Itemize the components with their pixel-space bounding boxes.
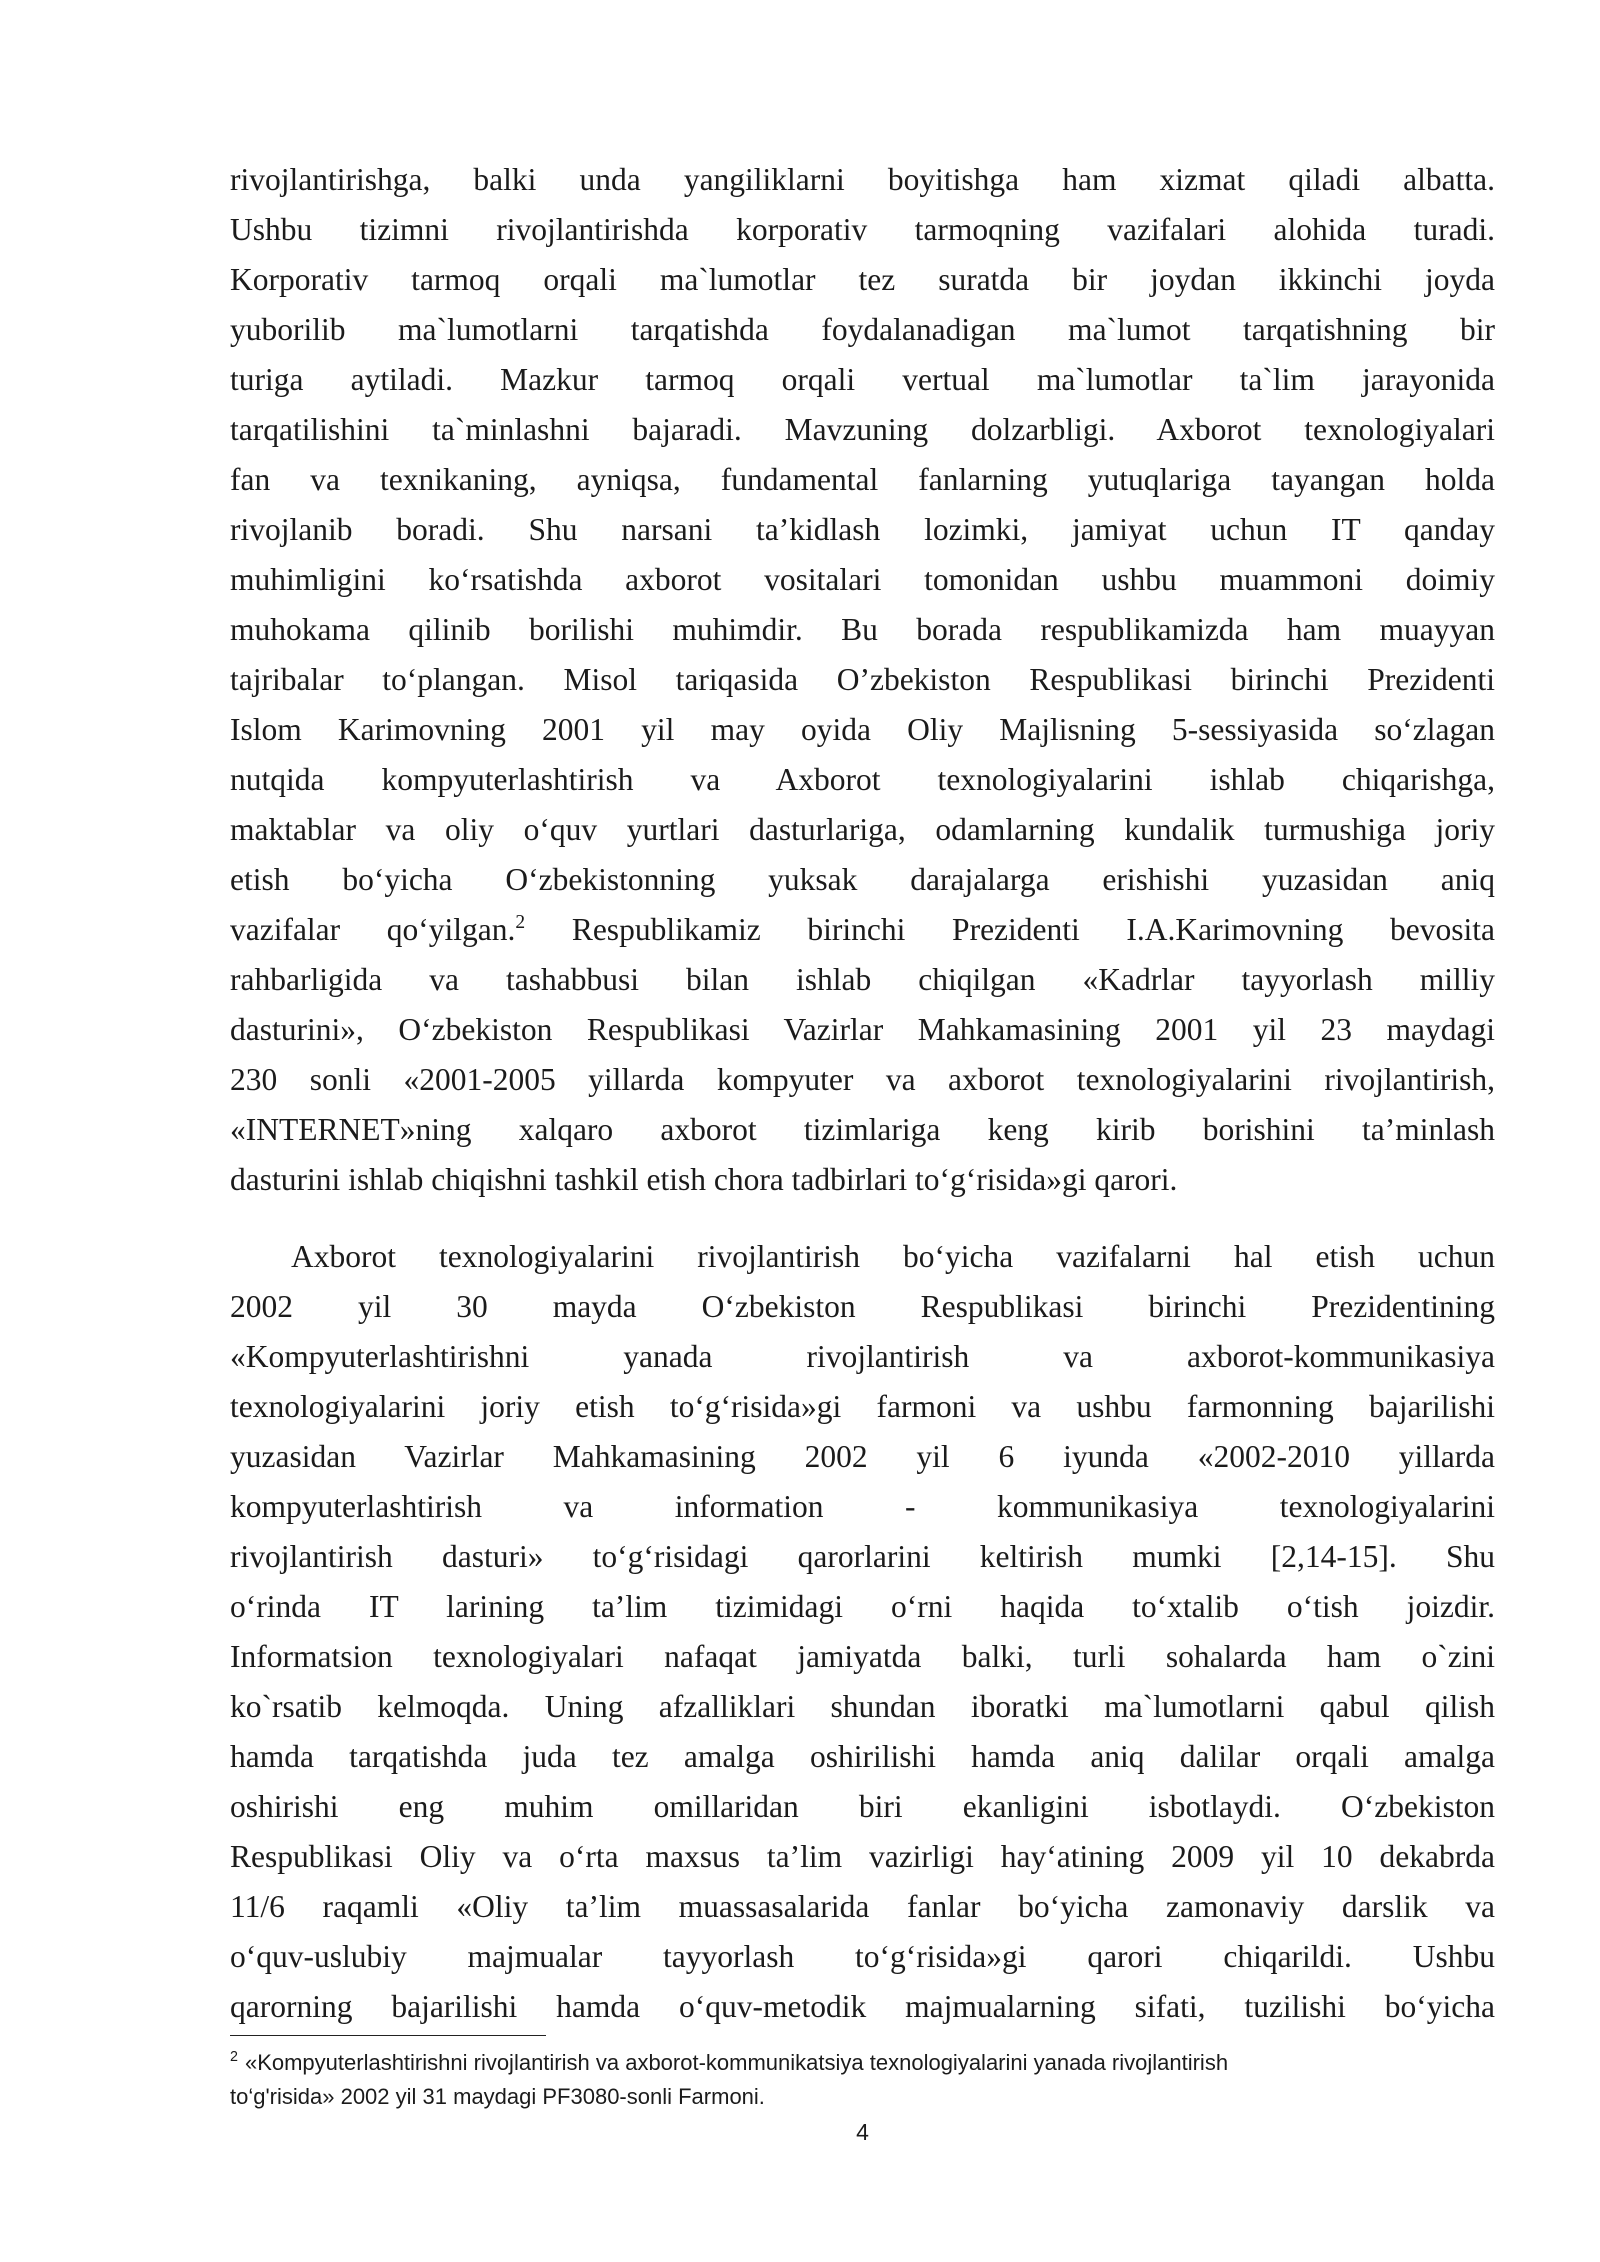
text-line: «INTERNET»ning xalqaro axborot tizimlariga keng kirib borishini ta’minlash <box>230 1112 1495 1147</box>
text-line: Axborot texnologiyalarini rivojlantirish bo‘yicha vazifalarni hal etish uchun <box>291 1239 1495 1274</box>
text-line: kompyuterlashtirish va information - kommunikasiya texnologiyalarini <box>230 1489 1495 1524</box>
text-line: fan va texnikaning, ayniqsa, fundamental fanlarning yutuqlariga tayangan holda <box>230 462 1495 497</box>
text-line: tarqatilishini ta`minlashni bajaradi. Mavzuning dolzarbligi. Axborot texnologiyalari <box>230 412 1495 447</box>
text-line: oshirishi eng muhim omillaridan biri ekanligini isbotlaydi. O‘zbekiston <box>230 1789 1495 1824</box>
footnote-reference: 2 <box>515 911 526 933</box>
text-line: turiga aytiladi. Mazkur tarmoq orqali vertual ma`lumotlar ta`lim jarayonida <box>230 362 1495 397</box>
text-line: etish bo‘yicha O‘zbekistonning yuksak darajalarga erishishi yuzasidan aniq <box>230 862 1495 897</box>
text-line: tajribalar to‘plangan. Misol tariqasida O’zbekiston Respublikasi birinchi Prezidenti <box>230 662 1495 697</box>
text-line: Respublikasi Oliy va o‘rta maxsus ta’lim vazirligi hay‘atining 2009 yil 10 dekabrda <box>230 1839 1495 1874</box>
text-line: rivojlantirishga, balki unda yangiliklarni boyitishga ham xizmat qiladi albatta. <box>230 162 1495 197</box>
text-line: texnologiyalarini joriy etish to‘g‘risida»gi farmoni va ushbu farmonning bajarilishi <box>230 1389 1495 1424</box>
text-line: hamda tarqatishda juda tez amalga oshirilishi hamda aniq dalilar orqali amalga <box>230 1739 1495 1774</box>
text-line: ko`rsatib kelmoqda. Uning afzalliklari shundan iboratki ma`lumotlarni qabul qilish <box>230 1689 1495 1724</box>
text-line: yuborilib ma`lumotlarni tarqatishda foydalanadigan ma`lumot tarqatishning bir <box>230 312 1495 347</box>
body-text <box>230 155 1495 2032</box>
text-line: rivojlantirish dasturi» to‘g‘risidagi qarorlarini keltirish mumki [2,14-15]. Shu <box>230 1539 1495 1574</box>
text-line: Korporativ tarmoq orqali ma`lumotlar tez suratda bir joydan ikkinchi joyda <box>230 262 1495 297</box>
text-line: dasturini ishlab chiqishni tashkil etish chora tadbirlari to‘g‘risida»gi qarori. <box>230 1162 1178 1197</box>
footnote-text: to‘g'risida» 2002 yil 31 maydagi PF3080-sonli Farmoni. <box>230 2084 765 2109</box>
text-line: qarorning bajarilishi hamda o‘quv-metodik majmualarning sifati, tuzilishi bo‘yicha <box>230 1989 1495 2024</box>
footnote-line <box>230 2080 1495 2114</box>
footnote-marker: 2 <box>230 2049 238 2066</box>
paragraph <box>230 1232 1495 2032</box>
text-line: Islom Karimovning 2001 yil may oyida Oliy Majlisning 5-sessiyasida so‘zlagan <box>230 712 1495 747</box>
text-line: 2002 yil 30 mayda O‘zbekiston Respublikasi birinchi Prezidentining <box>230 1289 1495 1324</box>
text-line: o‘quv-uslubiy majmualar tayyorlash to‘g‘risida»gi qarori chiqarildi. Ushbu <box>230 1939 1495 1974</box>
text-line: o‘rinda IT larining ta’lim tizimidagi o‘rni haqida to‘xtalib o‘tish joizdir. <box>230 1589 1495 1624</box>
text-line: 230 sonli «2001-2005 yillarda kompyuter va axborot texnologiyalarini rivojlantirish, <box>230 1062 1495 1097</box>
footnote-text: «Kompyuterlashtirishni rivojlantirish va axborot-kommunikatsiya texnologiyalarini yanada rivojlantirish <box>244 2050 1229 2075</box>
text-line: 11/6 raqamli «Oliy ta’lim muassasalarida fanlar bo‘yicha zamonaviy darslik va <box>230 1889 1495 1924</box>
text-line: muhimligini ko‘rsatishda axborot vositalari tomonidan ushbu muammoni doimiy <box>230 562 1495 597</box>
page-number: 4 <box>856 2119 869 2145</box>
text-line: yuzasidan Vazirlar Mahkamasining 2002 yil 6 iyunda «2002-2010 yillarda <box>230 1439 1495 1474</box>
footnote <box>230 2046 1495 2114</box>
text-line: «Kompyuterlashtirishni yanada rivojlantirish va axborot-kommunikasiya <box>230 1339 1495 1374</box>
text-line: rahbarligida va tashabbusi bilan ishlab chiqilgan «Kadrlar tayyorlash milliy <box>230 962 1495 997</box>
footnote-line <box>230 2046 1495 2080</box>
text-line: maktablar va oliy o‘quv yurtlari dasturlariga, odamlarning kundalik turmushiga joriy <box>230 812 1495 847</box>
text-line: dasturini», O‘zbekiston Respublikasi Vazirlar Mahkamasining 2001 yil 23 maydagi <box>230 1012 1495 1047</box>
text-line: muhokama qilinib borilishi muhimdir. Bu borada respublikamizda ham muayyan <box>230 612 1495 647</box>
text-line: nutqida kompyuterlashtirish va Axborot texnologiyalarini ishlab chiqarishga, <box>230 762 1495 797</box>
text-line: rivojlanib boradi. Shu narsani ta’kidlash lozimki, jamiyat uchun IT qanday <box>230 512 1495 547</box>
text-segment: vazifalar qo‘yilgan. <box>230 912 516 947</box>
footnote-separator <box>230 2035 546 2036</box>
text-line: Ushbu tizimni rivojlantirishda korporativ tarmoqning vazifalari alohida turadi. <box>230 212 1495 247</box>
text-line: Informatsion texnologiyalari nafaqat jamiyatda balki, turli sohalarda ham o`zini <box>230 1639 1495 1674</box>
text-segment: Respublikamiz birinchi Prezidenti I.A.Karimovning bevosita <box>525 912 1495 947</box>
text-line <box>230 905 1495 955</box>
paragraph <box>230 155 1495 1205</box>
